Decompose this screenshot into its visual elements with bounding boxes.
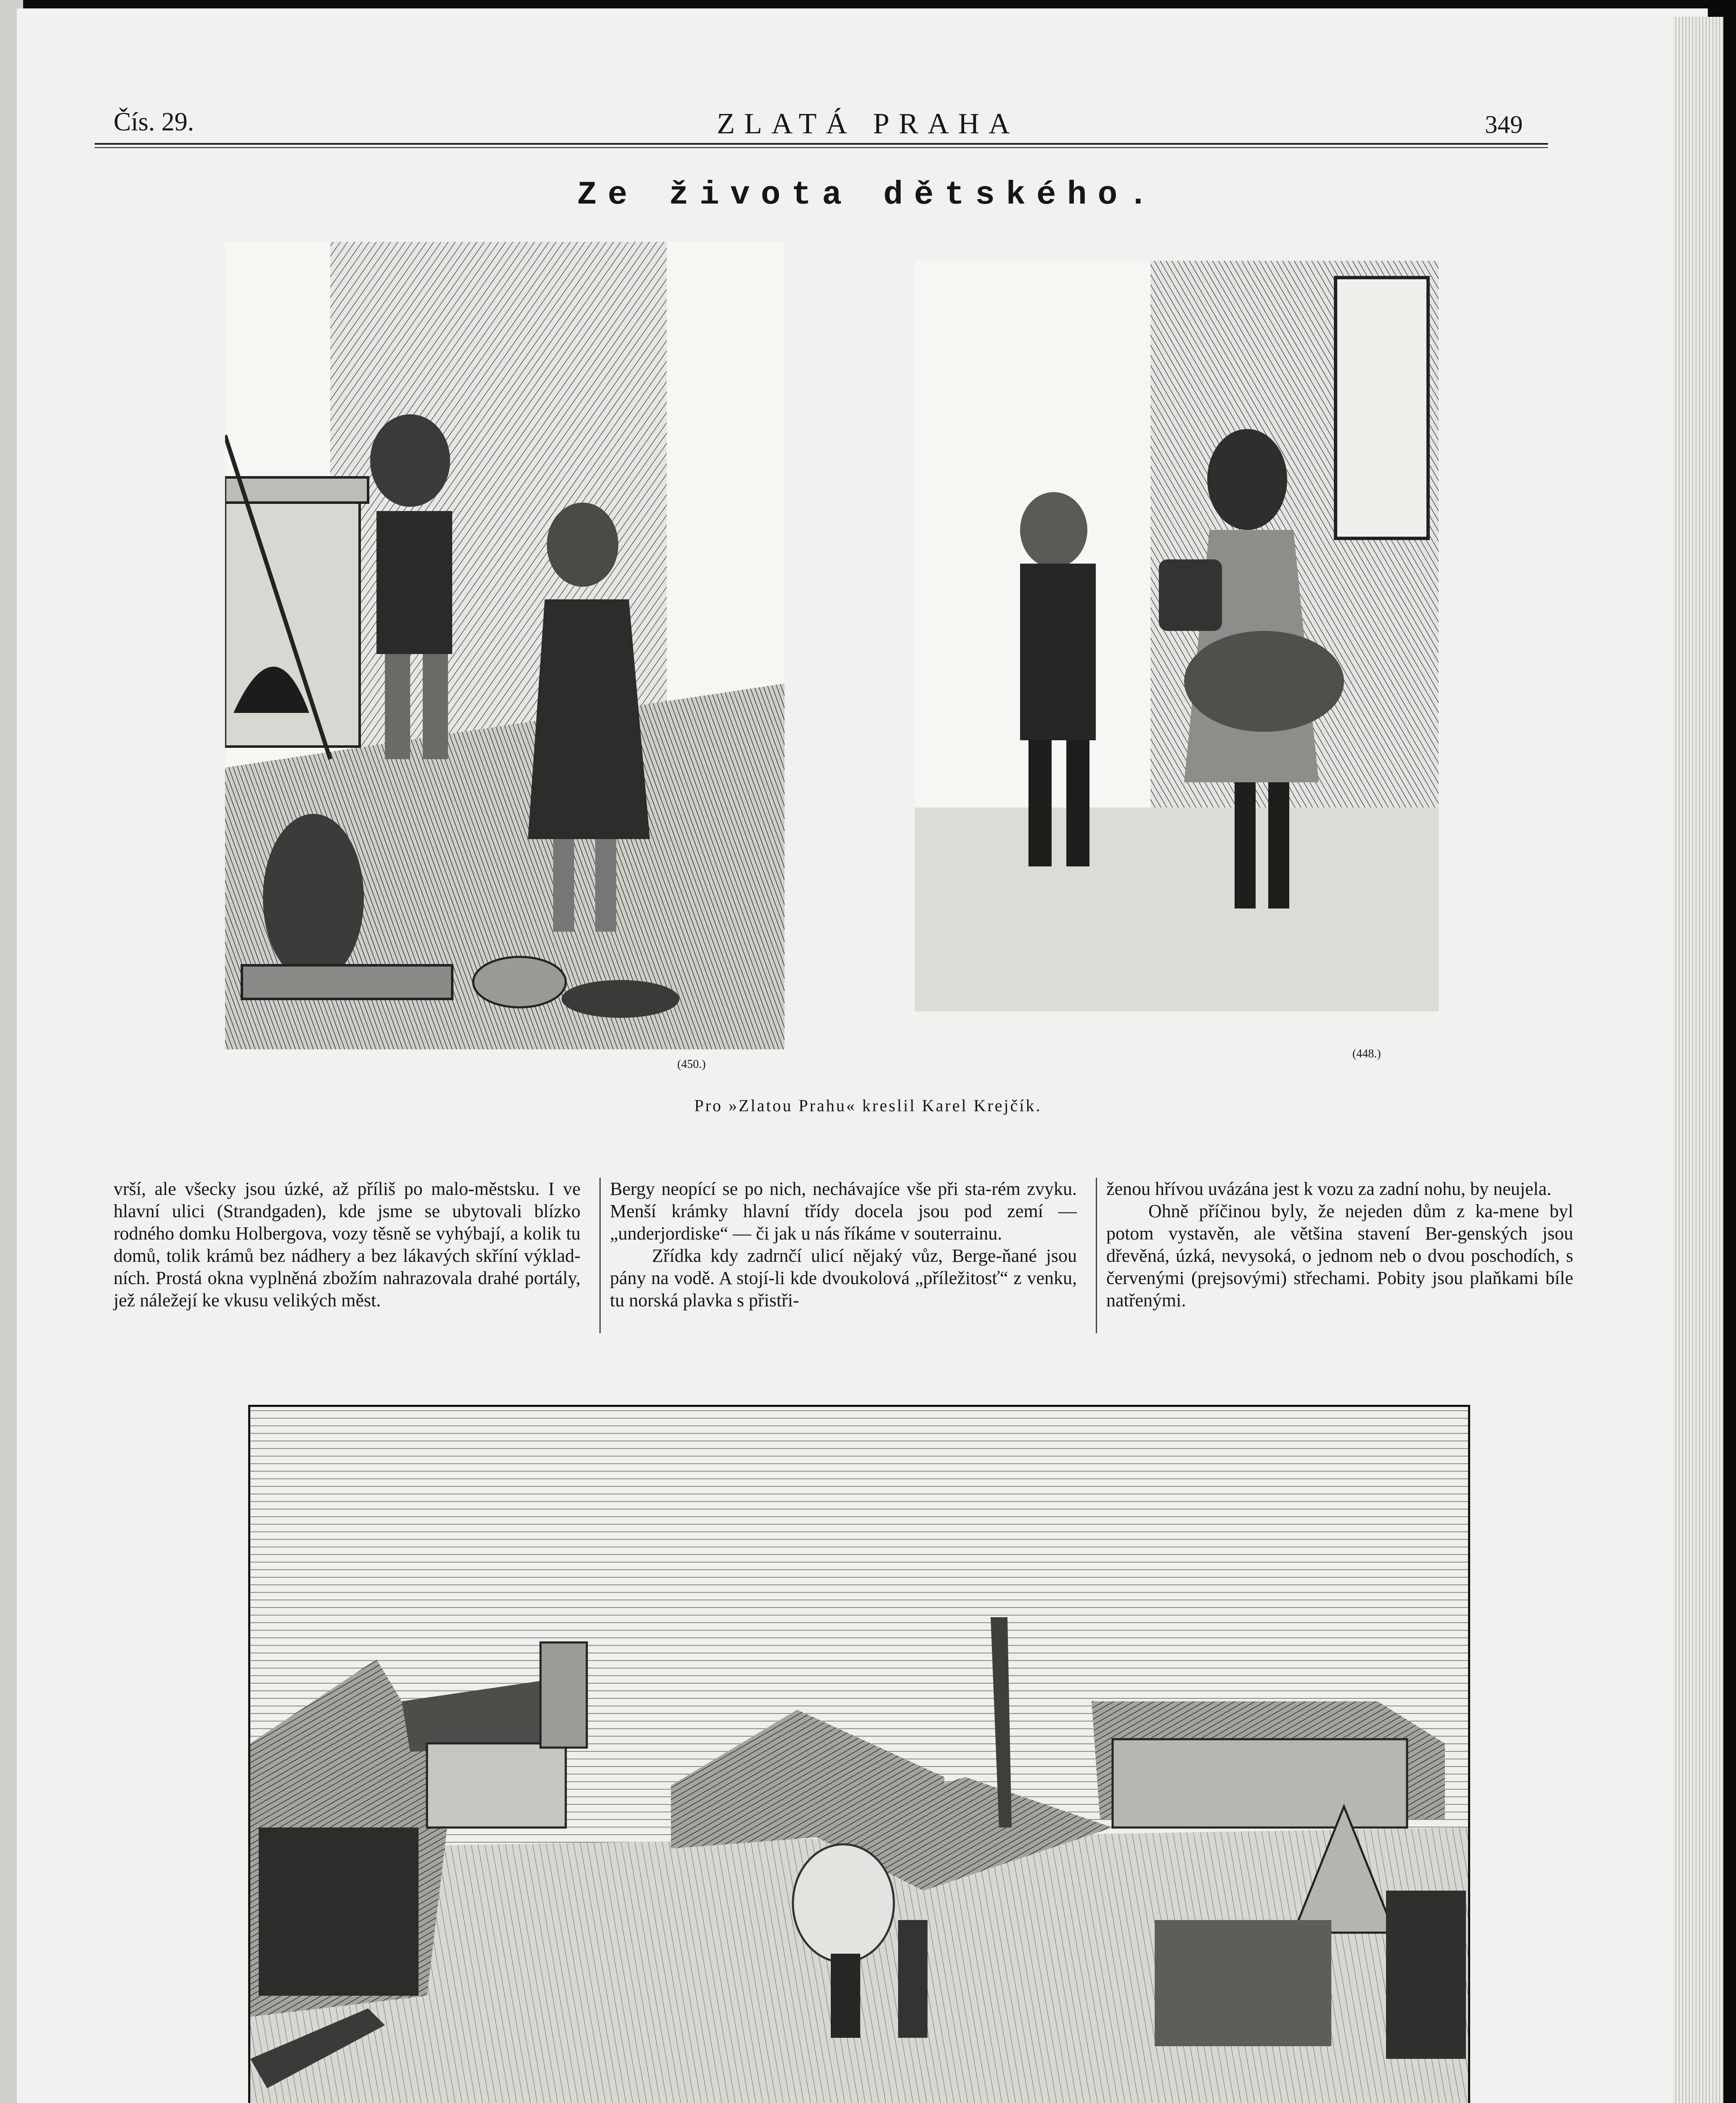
- header-rule: [95, 143, 1548, 145]
- illustration-crying-boy: [225, 242, 785, 1049]
- section-title: Ze života dětského.: [577, 177, 1159, 214]
- illustration-bulgarian-village: [248, 1405, 1470, 2103]
- text-column-1: [114, 1178, 580, 1311]
- text-column-2: [610, 1178, 1077, 1311]
- figure-number-right: (448.): [1352, 1047, 1381, 1060]
- text-column-3: [1106, 1178, 1573, 1311]
- column-2-paragraph: Bergy neopící se po nich, nechávajíce vše při sta-rém zvyku. Menší krámky hlavní třídy docela jsou pod zemí — „underjordiske“ — či jak u nás říkáme v souterrainu.: [610, 1179, 1077, 1244]
- column-1-paragraph: vrší, ale všecky jsou úzké, až příliš po malo-městsku. I ve hlavní ulici (Strandgaden), kde jsme se ubytovali blízko rodného domku Holbergova, vozy těsně se vyhýbají, a kolik tu domů, tolik krámů bez nádhery a bez lákavých skříní výklad-ních. Prostá okna vyplněná zbožím nahrazovala drahé portály, jež náležejí ke vkusu velikých měst.: [114, 1179, 580, 1311]
- illustration-girl-with-basket: [915, 261, 1439, 1012]
- column-2-paragraph-2: Zřídka kdy zadrnčí ulicí nějaký vůz, Berge-ňané jsou pány na vodě. A stojí-li kde dvoukolová „příležitosť“ z venku, tu norská plavka s přistři-: [610, 1245, 1077, 1311]
- illustration-credit: Pro »Zlatou Prahu« kreslil Karel Krejčík.: [694, 1096, 1042, 1115]
- column-rule-1: [599, 1178, 601, 1333]
- figure-number-left: (450.): [677, 1058, 706, 1071]
- magazine-title: ZLATÁ PRAHA: [717, 108, 1019, 140]
- issue-number: Čís. 29.: [114, 108, 194, 136]
- page-stack-edge: [1673, 17, 1723, 2103]
- header-rule-thin: [95, 147, 1548, 148]
- column-3-paragraph-2: Ohně příčinou byly, že nejeden dům z ka-mene byl potom vystavěn, ale většina stavení Ber-genských jsou dřevěná, úzká, nevysoká, o jednom neb o dvou poschodích, s červenými (prejsovými) střechami. Pobity jsou plaňkami bíle natřenými.: [1106, 1201, 1573, 1311]
- column-rule-2: [1096, 1178, 1097, 1333]
- column-3-paragraph: ženou hřívou uvázána jest k vozu za zadní nohu, by neujela.: [1106, 1179, 1552, 1199]
- page-number: 349: [1485, 111, 1523, 138]
